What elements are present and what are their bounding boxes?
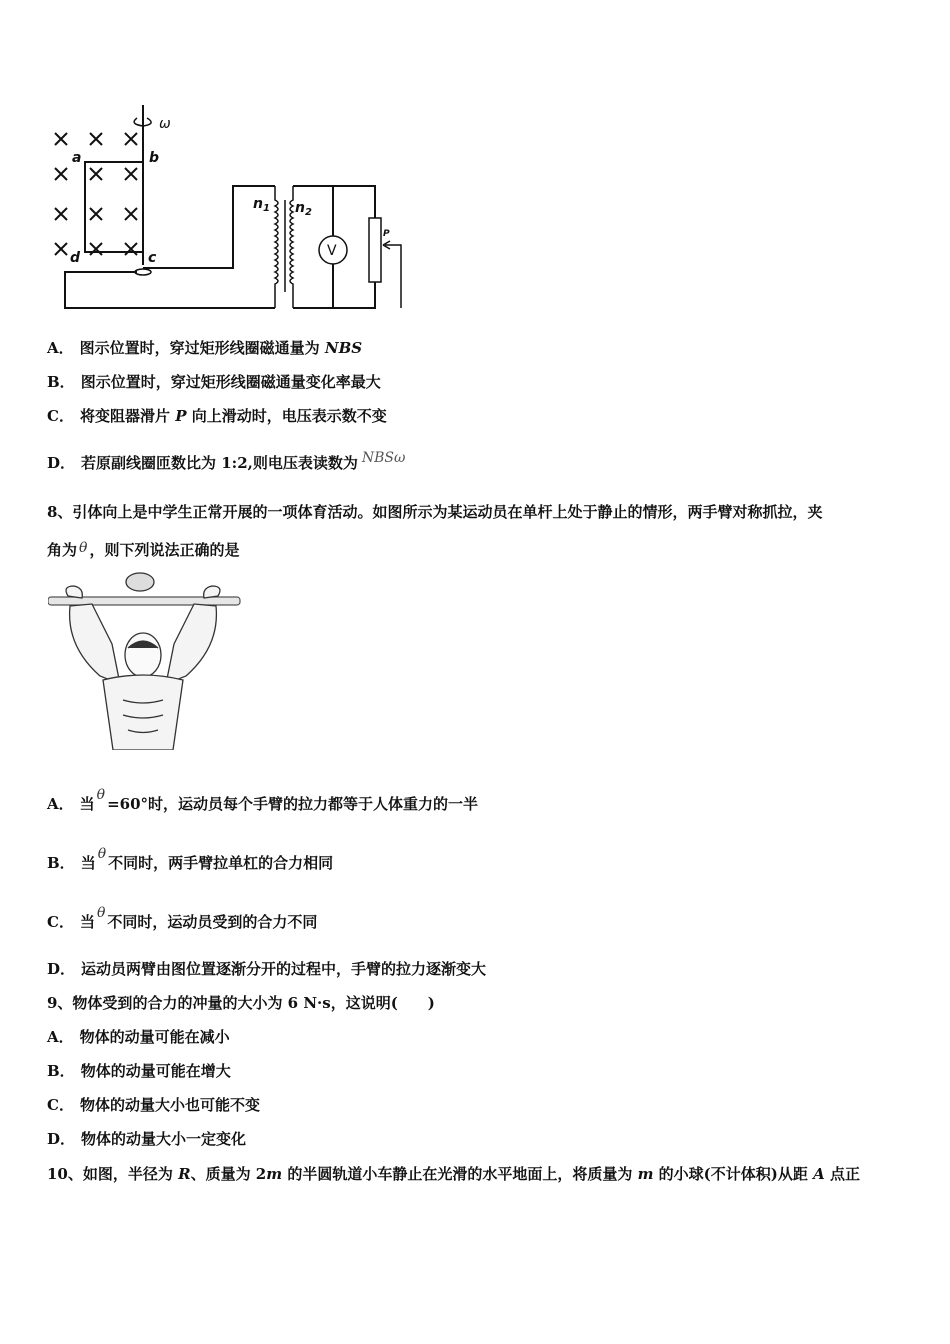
label-n2: $n_2$ (295, 200, 312, 218)
label-d: d (70, 250, 81, 266)
label-omega: ω (159, 116, 171, 132)
q7-option-c: C． 将变阻器滑片 P 向上滑动时，电压表示数不变 (47, 407, 387, 425)
rheostat (369, 218, 381, 282)
q7-option-d: D． 若原副线圈匝数比为 1:2,则电压表读数为 NBSω (47, 450, 406, 472)
secondary-coil (290, 186, 293, 308)
magnetic-field-marks (55, 133, 137, 255)
q9-option-b: B． 物体的动量可能在增大 (47, 1062, 231, 1080)
voltmeter-label: V (327, 243, 337, 259)
q7-option-a: A． 图示位置时，穿过矩形线圈磁通量为 NBS (47, 339, 363, 357)
label-n1: $n_1$ (253, 196, 270, 214)
q10-stem: 10、如图，半径为 R、质量为 2m 的半圆轨道小车静止在光滑的水平地面上，将质量为 m 的小球(不计体积)从距 A 点正 (47, 1165, 860, 1183)
label-c: c (148, 250, 157, 266)
q8-stem-line2: 角为 θ ，则下列说法正确的是 (47, 540, 240, 559)
q8-option-d: D． 运动员两臂由图位置逐渐分开的过程中，手臂的拉力逐渐变大 (47, 960, 487, 978)
slip-ring (135, 269, 151, 275)
q9-option-c: C． 物体的动量大小也可能不变 (47, 1096, 260, 1114)
q8-stem-line1: 8、引体向上是中学生正常开展的一项体育活动。如图所示为某运动员在单杆上处于静止的情形，两手臂对称抓拉，夹 (47, 503, 823, 521)
q8-option-b: B． 当 θ 不同时，两手臂拉单杠的合力相同 (47, 846, 334, 872)
slider-arrow (385, 245, 401, 308)
q9-option-a: A． 物体的动量可能在减小 (47, 1028, 230, 1046)
label-a: a (72, 150, 82, 166)
label-b: b (149, 150, 160, 166)
q8-option-c: C． 当 θ 不同时，运动员受到的合力不同 (47, 905, 318, 931)
q9-option-d: D． 物体的动量大小一定变化 (47, 1130, 247, 1148)
primary-coil (275, 186, 278, 308)
circuit-diagram (45, 100, 415, 315)
q7-option-b: B． 图示位置时，穿过矩形线圈磁通量变化率最大 (47, 373, 381, 391)
label-p: P (383, 229, 390, 239)
q9-stem: 9、物体受到的合力的冲量的大小为 6 N·s，这说明( ) (47, 994, 435, 1012)
q8-option-a: A． 当 θ =60°时，运动员每个手臂的拉力都等于人体重力的一半 (47, 787, 479, 813)
pullup-athlete-illustration (48, 570, 243, 750)
